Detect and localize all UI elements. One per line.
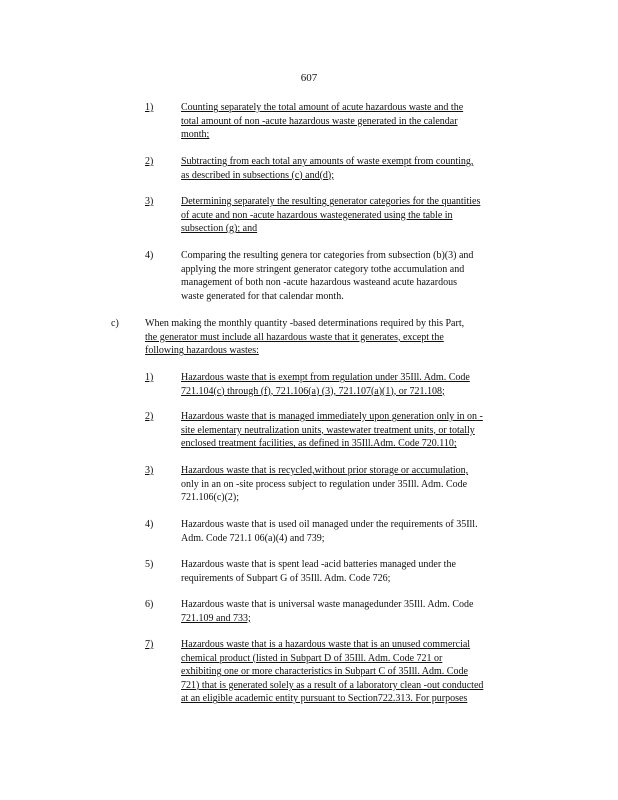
item-text: [181, 371, 543, 398]
text-line: Hazardous waste that is universal waste managedunder 35Ill. Adm. Code: [181, 599, 474, 610]
text-line: Hazardous waste that is a hazardous waste that is an unused commercial: [181, 639, 471, 650]
text-line: month;: [181, 129, 210, 141]
text-line: subsection (g); and: [181, 223, 258, 235]
item-number: 7): [145, 639, 154, 650]
item-text: [181, 249, 543, 303]
text-line: applying the more stringent generator category tothe accumulation and: [181, 263, 465, 275]
section-number: c): [111, 318, 119, 329]
text-line: enclosed treatment facilities, as defined in 35Ill.Adm. Code 720.110;: [181, 438, 457, 450]
text-line: 721.104(c) through (f), 721.106(a) (3), 721.107(a)(1), or 721.108;: [181, 385, 445, 397]
text-line: as described in subsections (c) and(d);: [181, 169, 335, 181]
text-line: exhibiting one or more characteristics in Subpart C of 35Ill. Adm. Code: [181, 666, 468, 678]
item-number: 4): [145, 519, 154, 530]
item-number: 5): [145, 559, 154, 570]
text-line: following hazardous wastes:: [145, 345, 259, 357]
item-number: 3): [145, 465, 154, 476]
item-text: [181, 155, 543, 182]
text-line: only in an on -site process subject to regulation under 35Ill. Adm. Code: [181, 478, 468, 490]
item-number: 3): [145, 196, 154, 207]
text-line: at an eligible academic entity pursuant to Section722.313. For purposes: [181, 693, 468, 705]
text-line: Determining separately the resulting generator categories for the quantities: [181, 196, 481, 207]
item-number: 6): [145, 599, 154, 610]
text-line: the generator must include all hazardous waste that it generates, except the: [145, 331, 444, 343]
text-line: of acute and non -acute hazardous wastegenerated using the table in: [181, 209, 453, 221]
item-text: [181, 518, 543, 545]
text-line: 721.106(c)(2);: [181, 492, 240, 504]
item-text: [181, 558, 543, 585]
text-line: management of both non -acute hazardous wasteand acute hazardous: [181, 277, 457, 289]
text-line: 721.109 and 733;: [181, 612, 251, 624]
text-line: requirements of Subpart G of 35Ill. Adm. Code 726;: [181, 572, 391, 584]
text-line: Hazardous waste that is used oil managed under the requirements of 35Ill.: [181, 519, 478, 530]
text-line: waste generated for that calendar month.: [181, 290, 344, 302]
text-line: Hazardous waste that is spent lead -acid batteries managed under the: [181, 559, 456, 570]
item-text: [181, 638, 543, 706]
page-number: 607: [300, 72, 318, 84]
item-text: [181, 101, 543, 142]
item-number: 4): [145, 250, 154, 261]
item-number: 2): [145, 156, 154, 167]
text-line: chemical product (listed in Subpart D of 35Ill. Adm. Code 721 or: [181, 652, 443, 664]
item-number: 1): [145, 372, 154, 383]
text-line: Hazardous waste that is exempt from regulation under 35Ill. Adm. Code: [181, 372, 470, 383]
item-text: [181, 410, 543, 451]
item-text: [181, 464, 543, 505]
item-number: 1): [145, 102, 154, 113]
item-text: [181, 195, 543, 236]
text-line: When making the monthly quantity -based determinations required by this Part,: [145, 318, 465, 329]
text-line: site elementary neutralization units, wastewater treatment units, or totally: [181, 424, 475, 436]
text-line: total amount of non -acute hazardous waste generated in the calendar: [181, 115, 458, 127]
text-line: Counting separately the total amount of acute hazardous waste and the: [181, 102, 464, 113]
text-line: Subtracting from each total any amounts of waste exempt from counting,: [181, 156, 474, 167]
text-line: 721) that is generated solely as a result of a laboratory clean -out conducted: [181, 679, 484, 691]
section-text: [145, 317, 525, 358]
item-text: [181, 598, 543, 625]
item-number: 2): [145, 411, 154, 422]
text-line: Hazardous waste that is managed immediately upon generation only in on -: [181, 411, 483, 422]
text-line: Hazardous waste that is recycled,without prior storage or accumulation,: [181, 465, 469, 476]
text-line: Comparing the resulting genera tor categories from subsection (b)(3) and: [181, 250, 474, 261]
text-line: Adm. Code 721.1 06(a)(4) and 739;: [181, 532, 325, 544]
